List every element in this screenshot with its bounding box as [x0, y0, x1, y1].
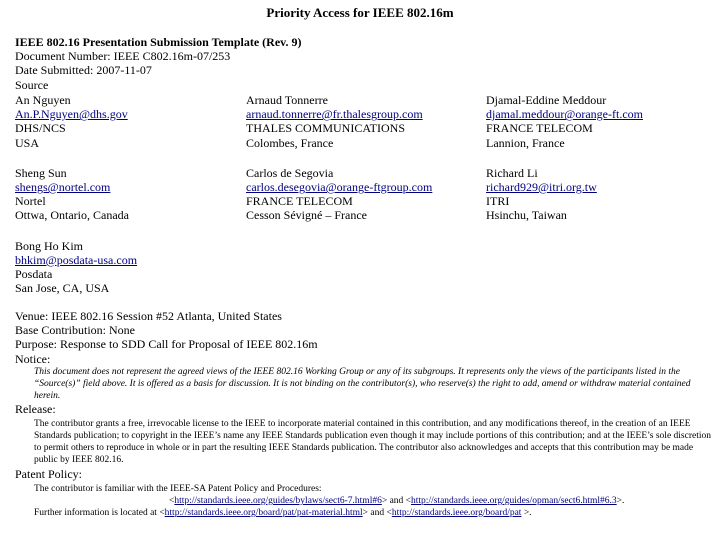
author-location: Colombes, France	[246, 135, 334, 150]
author-name: Arnaud Tonnerre	[246, 93, 328, 107]
author-name: Carlos de Segovia	[246, 165, 334, 180]
author-location: USA	[15, 135, 40, 150]
author-org: Posdata	[15, 267, 53, 282]
notice-label: Notice:	[15, 351, 51, 366]
author-location: Cesson Sévigné – France	[246, 208, 367, 223]
source-label: Source	[15, 77, 49, 92]
venue-block	[15, 309, 318, 366]
author-name: Djamal-Eddine Meddour	[486, 93, 607, 107]
author-list	[15, 93, 715, 311]
policy-end-text: >.	[521, 508, 532, 518]
opman-link[interactable]: http://standards.ieee.org/guides/opman/sect6.html#6.3	[411, 496, 617, 506]
policy-line-2: <http://standards.ieee.org/guides/bylaws/sect6-7.html#6> and <http://standards.ieee.org/guides/opman/sect6.html#6.3>.	[169, 496, 625, 506]
release-label: Release:	[15, 402, 56, 416]
author-block	[15, 166, 246, 223]
purpose-line: Purpose: Response to SDD Call for Proposal of IEEE 802.16m	[15, 337, 318, 352]
author-email-link[interactable]: shengs@nortel.com	[15, 180, 111, 195]
author-location: Ottwa, Ontario, Canada	[15, 208, 129, 223]
author-location: Lannion, France	[486, 135, 565, 150]
author-email-link[interactable]: richard929@itri.org.tw	[486, 180, 597, 195]
date-submitted: Date Submitted: 2007-11-07	[15, 63, 152, 78]
author-row	[15, 166, 715, 223]
author-location: San Jose, CA, USA	[15, 281, 110, 296]
author-org: FRANCE TELECOM	[246, 194, 353, 209]
patent-policy-text	[34, 483, 714, 519]
pat-board-link[interactable]: http://standards.ieee.org/board/pat	[391, 508, 522, 518]
venue-line: Venue: IEEE 802.16 Session #52 Atlanta, United States	[15, 309, 282, 323]
pat-material-link[interactable]: http://standards.ieee.org/board/pat/pat-material.html	[164, 508, 363, 518]
author-name: An Nguyen	[15, 93, 71, 107]
author-org: Nortel	[15, 194, 46, 209]
author-location: Hsinchu, Taiwan	[486, 208, 567, 223]
base-contribution-line: Base Contribution: None	[15, 323, 135, 338]
document-number: Document Number: IEEE C802.16m-07/253	[15, 49, 231, 64]
author-org: FRANCE TELECOM	[486, 121, 593, 136]
policy-further-text: Further information is located at <	[34, 508, 165, 518]
author-block	[246, 166, 486, 223]
author-email-link[interactable]: An.P.Nguyen@dhs.gov	[15, 107, 128, 122]
author-row	[15, 93, 715, 150]
patent-policy-label: Patent Policy:	[15, 467, 82, 481]
author-row	[15, 239, 715, 296]
bylaws-link[interactable]: http://standards.ieee.org/guides/bylaws/sect6-7.html#6	[174, 496, 382, 506]
author-email-link[interactable]: djamal.meddour@orange-ft.com	[486, 107, 643, 122]
author-email-link[interactable]: arnaud.tonnerre@fr.thalesgroup.com	[246, 107, 423, 122]
template-line: IEEE 802.16 Presentation Submission Template (Rev. 9)	[15, 35, 302, 49]
notice-text: This document does not represent the agreed views of the IEEE 802.16 Working Group or any of its subgroups. It represents only the views of the participants listed in the “Source(s)” field above. It is offered as a basis for discussion. It is not binding on the contributor(s), who reserve(s) the right to add, amend or withdraw material contained herein.	[34, 367, 691, 401]
author-block	[486, 93, 715, 150]
release-text: The contributor grants a free, irrevocable license to the IEEE to incorporate material contained in this contribution, and any modifications thereof, in the creation of an IEEE Standards publication; to copyright in the IEEE’s name any IEEE Standards publication even though it may include portions of this contribution; and at the IEEE’s sole discretion to permit others to reproduce in whole or in part the resulting IEEE Standards publication. The contributor also acknowledges and accepts that this contribution may be made public by IEEE 802.16.	[34, 419, 711, 465]
author-name: Sheng Sun	[15, 165, 67, 180]
policy-end-text: >.	[616, 496, 625, 506]
author-block	[486, 166, 715, 223]
author-org: DHS/NCS	[15, 121, 66, 136]
author-block	[15, 93, 246, 150]
policy-line-1: The contributor is familiar with the IEEE-SA Patent Policy and Procedures:	[34, 484, 322, 494]
author-org: ITRI	[486, 194, 510, 209]
policy-and-text: > and <	[362, 508, 392, 518]
author-block	[15, 239, 246, 296]
document-title: Priority Access for IEEE 802.16m	[266, 5, 454, 20]
author-name: Richard Li	[486, 165, 538, 180]
policy-line-3	[34, 507, 714, 519]
author-org: THALES COMMUNICATIONS	[246, 121, 406, 136]
author-block	[246, 93, 486, 150]
submission-meta	[15, 35, 301, 92]
author-name: Bong Ho Kim	[15, 238, 84, 253]
policy-and-text: > and <	[381, 496, 412, 506]
author-email-link[interactable]: bhkim@posdata-usa.com	[15, 252, 138, 267]
author-email-link[interactable]: carlos.desegovia@orange-ftgroup.com	[246, 180, 433, 195]
